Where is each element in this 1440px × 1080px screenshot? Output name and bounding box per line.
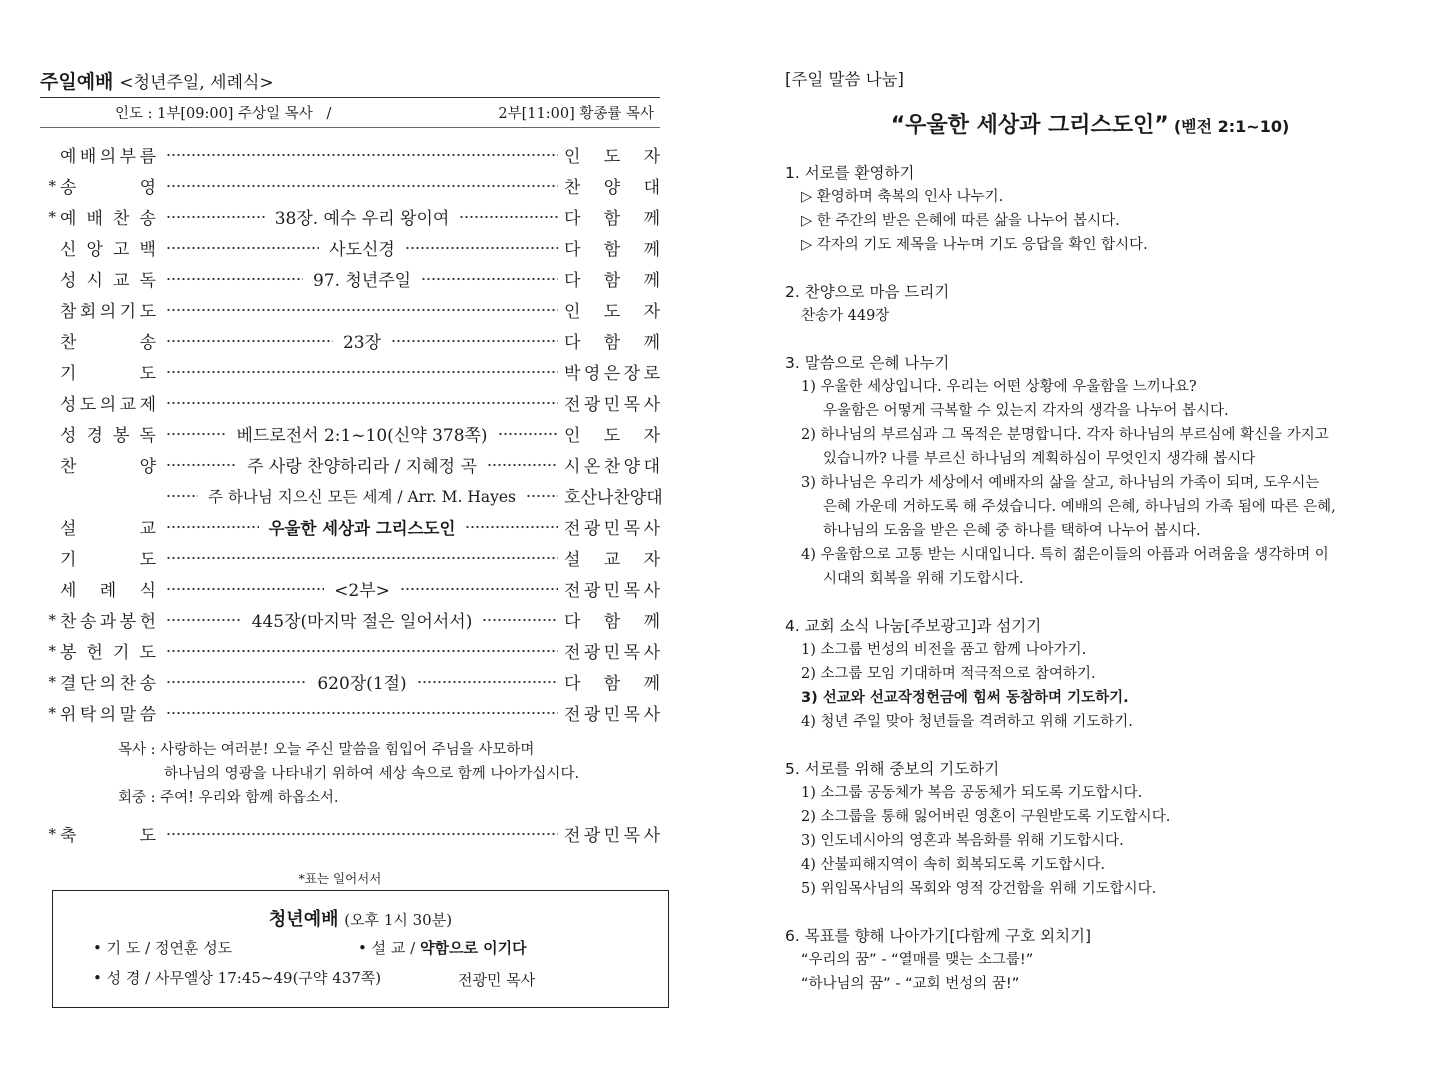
leader-dots xyxy=(487,461,558,469)
worship-order-column xyxy=(40,64,663,887)
section-item: 하나님의 도움을 받은 은혜 중 하나를 택하여 나누어 봅시다. xyxy=(823,523,1201,539)
order-row xyxy=(40,666,660,697)
leader-dots xyxy=(166,830,558,838)
order-row xyxy=(40,170,660,201)
order-detail: 38장. 예수 우리 왕이여 xyxy=(274,209,450,229)
standing-mark: * xyxy=(48,610,56,629)
section-item: 1) 우울한 세상입니다. 우리는 어떤 상황에 우울함을 느끼나요? xyxy=(801,379,1197,395)
leader-dots xyxy=(166,306,558,314)
sharing-section xyxy=(785,161,1395,257)
leader-dots xyxy=(421,275,558,283)
order-label: 축 도 xyxy=(60,826,156,846)
order-detail: 베드로전서 2:1~10(신약 378쪽) xyxy=(236,426,488,446)
order-leader: 인 도 자 xyxy=(564,147,660,167)
section-item: 우울함은 어떻게 극복할 수 있는지 각자의 생각을 나누어 봅시다. xyxy=(823,403,1229,419)
order-label: 결 단 의 찬 송 xyxy=(60,674,156,694)
order-label: 찬 송 과 봉 헌 xyxy=(60,612,156,632)
leader-dots xyxy=(405,244,558,252)
order-row xyxy=(40,294,660,325)
order-row xyxy=(40,418,660,449)
section-item: 은혜 가운데 거하도록 해 주셨습니다. 예배의 은혜, 하나님의 가족 됨에 따른 은혜, xyxy=(823,499,1336,515)
sharing-section xyxy=(785,614,1395,734)
sharing-section xyxy=(785,351,1395,591)
order-detail: 620장(1절) xyxy=(317,674,407,694)
leader-dots xyxy=(166,616,242,624)
leader-dots xyxy=(166,461,237,469)
youth-worship-title: 청년예배 (오후 1시 30분) xyxy=(268,909,453,930)
order-row xyxy=(40,480,663,511)
order-label: 성 도 의 교 제 xyxy=(60,395,156,415)
order-row xyxy=(40,387,660,418)
order-label: 참 회 의 기 도 xyxy=(60,302,156,322)
order-label: 기 도 xyxy=(60,550,156,570)
order-label: 위 탁 의 말 씀 xyxy=(60,705,156,725)
leader-dots xyxy=(166,585,324,593)
order-leader: 전 광 민 목 사 xyxy=(564,643,660,663)
order-leader: 호 산 나 찬 양 대 xyxy=(564,488,663,508)
youth-preacher: 전광민 목사 xyxy=(458,971,536,989)
order-leader: 찬 양 대 xyxy=(564,178,660,198)
order-label: 예 배 찬 송 xyxy=(60,209,156,229)
order-leader: 박 영 은 장 로 xyxy=(564,364,660,384)
section-item: 3) 하나님은 우리가 세상에서 예배자의 삶을 살고, 하나님의 가족이 되며, 도우시는 xyxy=(801,475,1320,491)
order-row xyxy=(40,232,660,263)
sharing-sections xyxy=(785,161,1395,996)
order-leader: 전 광 민 목 사 xyxy=(564,519,660,539)
section-item: 2) 소그룹 모임 기대하며 적극적으로 참여하기. xyxy=(801,666,1096,682)
order-detail: 23장 xyxy=(342,333,382,353)
leader-dots xyxy=(482,616,558,624)
section-item: 2) 소그룹을 통해 잃어버린 영혼이 구원받도록 기도합시다. xyxy=(801,809,1171,825)
section-item: 4) 우울함으로 고통 받는 시대입니다. 특히 젊은이들의 아픔과 어려움을 생각하며 이 xyxy=(801,547,1329,563)
youth-scripture: • 성 경 / 사무엘상 17:45~49(구약 437쪽) xyxy=(93,969,382,987)
leader-dots xyxy=(400,585,558,593)
standing-note: *표는 일어서서 xyxy=(298,871,382,886)
leader-dots xyxy=(166,709,558,717)
youth-worship-box xyxy=(52,890,669,1008)
leader-dots xyxy=(166,337,333,345)
leader-dots xyxy=(391,337,558,345)
leader-dots xyxy=(465,523,558,531)
order-detail: 사도신경 xyxy=(329,240,395,260)
order-row xyxy=(40,573,660,604)
section-heading: 4. 교회 소식 나눔[주보광고]과 섬기기 xyxy=(785,617,1042,635)
order-leader: 다 함 께 xyxy=(564,612,660,632)
order-row xyxy=(40,635,660,666)
sharing-header: [주일 말씀 나눔] xyxy=(785,70,904,89)
order-detail: 주 사랑 찬양하리라 / 지혜정 곡 xyxy=(247,457,477,477)
leader-row xyxy=(40,98,660,128)
order-detail: 주 하나님 지으신 모든 세계 / Arr. M. Hayes xyxy=(207,487,517,506)
section-heading: 1. 서로를 환영하기 xyxy=(785,164,915,182)
order-row xyxy=(40,449,660,480)
order-label: 신 앙 고 백 xyxy=(60,240,156,260)
order-label: 성 시 교 독 xyxy=(60,271,156,291)
standing-mark: * xyxy=(48,176,56,195)
order-label: 기 도 xyxy=(60,364,156,384)
order-leader: 전 광 민 목 사 xyxy=(564,705,660,725)
section-item: ▷ 한 주간의 받은 은혜에 따른 삶을 나누어 봅시다. xyxy=(801,213,1120,229)
worship-title: 주일예배 xyxy=(40,71,114,93)
order-leader: 다 함 께 xyxy=(564,674,660,694)
section-item: 1) 소그룹 번성의 비전을 품고 함께 나아가기. xyxy=(801,642,1087,658)
section-item: 2) 하나님의 부르심과 그 목적은 분명합니다. 각자 하나님의 부르심에 확신을 가지고 xyxy=(801,427,1329,443)
leader-dots xyxy=(417,678,558,686)
pastor-line-1: 목사 : 사랑하는 여러분! 오늘 주신 말씀을 힘입어 주님을 사모하며 xyxy=(118,742,535,758)
leader-dots xyxy=(166,678,307,686)
order-row xyxy=(40,697,660,728)
leader-dots xyxy=(166,213,265,221)
section-item: 5) 위임목사님의 목회와 영적 강건함을 위해 기도합시다. xyxy=(801,881,1157,897)
leader-dots xyxy=(459,213,558,221)
order-row xyxy=(40,201,660,232)
leader-first-service: 인도 : 1부[09:00] 주상일 목사 / xyxy=(115,106,332,122)
section-heading: 3. 말씀으로 은혜 나누기 xyxy=(785,354,950,372)
section-heading: 5. 서로를 위해 중보의 기도하기 xyxy=(785,760,1000,778)
section-item: 있습니까? 나를 부르신 하나님의 계획하심이 무엇인지 생각해 봅시다 xyxy=(823,451,1256,467)
standing-mark: * xyxy=(48,207,56,226)
responsive-reading xyxy=(118,738,660,810)
order-row xyxy=(40,263,660,294)
leader-dots xyxy=(166,492,198,500)
order-detail: 우울한 세상과 그리스도인 xyxy=(268,518,456,538)
leader-dots xyxy=(166,430,226,438)
order-leader: 다 함 께 xyxy=(564,271,660,291)
order-label: 찬 양 xyxy=(60,457,156,477)
people-line: 회중 : 주여! 우리와 함께 하옵소서. xyxy=(118,790,339,806)
order-leader: 시 온 찬 양 대 xyxy=(564,457,660,477)
order-leader: 전 광 민 목 사 xyxy=(564,826,660,846)
leader-dots xyxy=(166,244,319,252)
order-leader: 다 함 께 xyxy=(564,240,660,260)
section-item: 찬송가 449장 xyxy=(801,308,890,324)
section-item: ▷ 각자의 기도 제목을 나누며 기도 응답을 확인 합시다. xyxy=(801,237,1148,253)
section-item: “우리의 꿈” - “열매를 맺는 소그룹!” xyxy=(801,952,1034,968)
leader-dots xyxy=(166,554,558,562)
section-item: 4) 청년 주일 맞아 청년들을 격려하고 위해 기도하기. xyxy=(801,714,1133,730)
standing-mark: * xyxy=(48,703,56,722)
worship-subtitle: <청년주일, 세례식> xyxy=(119,73,274,93)
pastor-line-2: 하나님의 영광을 나타내기 위하여 세상 속으로 함께 나아가십시다. xyxy=(164,766,580,782)
sermon-sharing-column xyxy=(785,66,1395,996)
leader-dots xyxy=(526,492,558,500)
section-item: 3) 인도네시아의 영혼과 복음화를 위해 기도합시다. xyxy=(801,833,1124,849)
order-row xyxy=(40,511,660,542)
order-label: 세 례 식 xyxy=(60,581,156,601)
order-leader: 인 도 자 xyxy=(564,302,660,322)
order-label: 성 경 봉 독 xyxy=(60,426,156,446)
order-row xyxy=(40,356,660,387)
order-leader: 설 교 자 xyxy=(564,550,660,570)
order-leader: 다 함 께 xyxy=(564,209,660,229)
youth-sermon: • 설 교 / 약함으로 이기다 xyxy=(358,939,527,957)
section-item: ▷ 환영하며 축복의 인사 나누기. xyxy=(801,189,1004,205)
leader-dots xyxy=(166,182,558,190)
standing-mark: * xyxy=(48,641,56,660)
order-leader: 전 광 민 목 사 xyxy=(564,581,660,601)
order-label: 봉 헌 기 도 xyxy=(60,643,156,663)
order-label: 예 배 의 부 름 xyxy=(60,147,156,167)
leader-dots xyxy=(166,523,259,531)
order-row xyxy=(40,139,660,170)
section-item: 시대의 회복을 위해 기도합시다. xyxy=(823,571,1024,587)
section-heading: 2. 찬양으로 마음 드리기 xyxy=(785,283,950,301)
order-leader: 인 도 자 xyxy=(564,426,660,446)
leader-dots xyxy=(498,430,558,438)
order-row xyxy=(40,604,660,635)
section-item: 3) 선교와 선교작정헌금에 힘써 동참하며 기도하기. xyxy=(801,690,1129,706)
standing-mark: * xyxy=(48,672,56,691)
section-item: “하나님의 꿈” - “교회 번성의 꿈!” xyxy=(801,976,1020,992)
order-label: 설 교 xyxy=(60,519,156,539)
order-leader: 다 함 께 xyxy=(564,333,660,353)
section-item: 4) 산불피해지역이 속히 회복되도록 기도합시다. xyxy=(801,857,1106,873)
leader-dots xyxy=(166,368,558,376)
sharing-section xyxy=(785,924,1395,996)
section-item: 1) 소그룹 공동체가 복음 공동체가 되도록 기도합시다. xyxy=(801,785,1143,801)
order-row xyxy=(40,542,660,573)
order-detail: <2부> xyxy=(334,581,390,601)
order-row xyxy=(40,325,660,356)
order-detail: 97. 청년주일 xyxy=(312,271,412,291)
youth-prayer: • 기 도 / 정연훈 성도 xyxy=(93,939,233,957)
section-heading: 6. 목표를 향해 나아가기[다함께 구호 외치기] xyxy=(785,927,1092,945)
leader-dots xyxy=(166,399,558,407)
order-label: 찬 송 xyxy=(60,333,156,353)
leader-dots xyxy=(166,151,558,159)
order-label: 송 영 xyxy=(60,178,156,198)
sharing-section xyxy=(785,757,1395,901)
order-of-service xyxy=(40,139,663,728)
order-detail: 445장(마지막 절은 일어서서) xyxy=(251,612,473,632)
order-leader: 전 광 민 목 사 xyxy=(564,395,660,415)
leader-dots xyxy=(166,275,303,283)
sharing-section xyxy=(785,280,1395,328)
sermon-heading: “우울한 세상과 그리스도인” (벧전 2:1~10) xyxy=(890,113,1290,138)
benediction-row: * 축 도 전 광 민 목 사 xyxy=(40,818,660,849)
worship-title-row xyxy=(40,64,660,98)
leader-second-service: 2부[11:00] 황종률 목사 xyxy=(498,106,654,122)
leader-dots xyxy=(166,647,558,655)
